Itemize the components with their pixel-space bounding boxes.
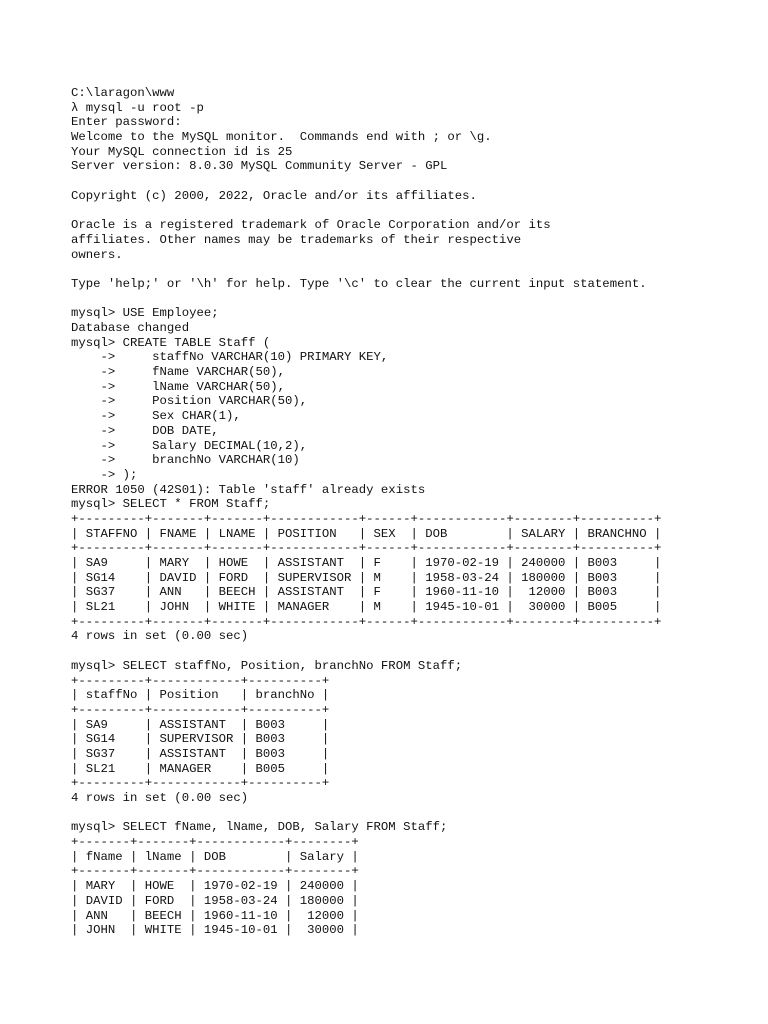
terminal-line: | SG37 | ANN | BEECH | ASSISTANT | F | 1960-11-10 | 12000 | B003 | (71, 585, 662, 600)
terminal-line: -> Position VARCHAR(50), (71, 394, 308, 409)
terminal-line: Oracle is a registered trademark of Oracle Corporation and/or its (71, 218, 551, 233)
terminal-line: -> fName VARCHAR(50), (71, 365, 286, 380)
terminal-line: mysql> SELECT staffNo, Position, branchNo FROM Staff; (71, 658, 463, 673)
terminal-line: | SL21 | MANAGER | B005 | (71, 761, 330, 776)
terminal-line: | SG37 | ASSISTANT | B003 | (71, 746, 330, 761)
terminal-line: C:\laragon\www (71, 86, 175, 100)
terminal-line (71, 204, 761, 219)
terminal-line: Copyright (c) 2000, 2022, Oracle and/or its affiliates. (71, 188, 477, 203)
terminal-line: | staffNo | Position | branchNo | (71, 688, 330, 703)
terminal-line: +-------+-------+------------+--------+ (71, 864, 359, 879)
terminal-line: -> staffNo VARCHAR(10) PRIMARY KEY, (71, 350, 389, 365)
terminal-line: | MARY | HOWE | 1970-02-19 | 240000 | (71, 879, 359, 894)
terminal-line: mysql> SELECT * FROM Staff; (71, 497, 271, 512)
terminal-line: | DAVID | FORD | 1958-03-24 | 180000 | (71, 893, 359, 908)
terminal-line: +---------+-------+-------+------------+------+------------+--------+----------+ (71, 511, 662, 526)
terminal-line: | ANN | BEECH | 1960-11-10 | 12000 | (71, 908, 359, 923)
terminal-line: -> DOB DATE, (71, 423, 219, 438)
terminal-line: mysql> USE Employee; (71, 306, 219, 321)
terminal-line: +-------+-------+------------+--------+ (71, 835, 359, 850)
terminal-line (71, 262, 761, 277)
terminal-line: | fName | lName | DOB | Salary | (71, 849, 359, 864)
terminal-line: | JOHN | WHITE | 1945-10-01 | 30000 | (71, 923, 359, 938)
terminal-line: | SA9 | ASSISTANT | B003 | (71, 717, 330, 732)
terminal-line: -> Sex CHAR(1), (71, 409, 241, 424)
terminal-line: Database changed (71, 321, 190, 335)
terminal-line: | STAFFNO | FNAME | LNAME | POSITION | SEX | DOB | SALARY | BRANCHNO | (71, 526, 662, 541)
terminal-line: -> lName VARCHAR(50), (71, 379, 286, 394)
terminal-line: +---------+------------+----------+ (71, 673, 330, 688)
terminal-line: +---------+------------+----------+ (71, 702, 330, 717)
terminal-line: mysql> CREATE TABLE Staff ( (71, 335, 271, 350)
terminal-line: ERROR 1050 (42S01): Table 'staff' already exists (71, 482, 426, 497)
terminal-line: | SG14 | DAVID | FORD | SUPERVISOR | M | 1958-03-24 | 180000 | B003 | (71, 570, 662, 585)
terminal-line: | SL21 | JOHN | WHITE | MANAGER | M | 1945-10-01 | 30000 | B005 | (71, 600, 662, 615)
terminal-line: -> ); (71, 467, 138, 482)
terminal-line: +---------+-------+-------+------------+------+------------+--------+----------+ (71, 614, 662, 629)
terminal-line: -> branchNo VARCHAR(10) (71, 453, 300, 468)
terminal-line: 4 rows in set (0.00 sec) (71, 629, 249, 644)
terminal-line: Welcome to the MySQL monitor. Commands end with ; or \g. (71, 130, 492, 145)
terminal-line (71, 174, 761, 189)
terminal-line: | SA9 | MARY | HOWE | ASSISTANT | F | 1970-02-19 | 240000 | B003 | (71, 556, 662, 570)
terminal-line: Type 'help;' or '\h' for help. Type '\c' to clear the current input statement. (71, 276, 647, 291)
terminal-line: +---------+------------+----------+ (71, 776, 330, 791)
terminal-line: Server version: 8.0.30 MySQL Community Server - GPL (71, 159, 448, 174)
terminal-line: Enter password: (71, 115, 182, 130)
terminal-line (71, 292, 761, 307)
terminal-line: 4 rows in set (0.00 sec) (71, 791, 249, 805)
terminal-line: owners. (71, 247, 123, 262)
terminal-line: +---------+-------+-------+------------+------+------------+--------+----------+ (71, 541, 662, 556)
terminal-line: λ mysql -u root -p (71, 100, 204, 115)
terminal-line: | SG14 | SUPERVISOR | B003 | (71, 732, 330, 747)
terminal-line (71, 806, 761, 821)
terminal-line: mysql> SELECT fName, lName, DOB, Salary FROM Staff; (71, 820, 448, 835)
terminal-line (71, 644, 761, 659)
terminal-line: -> Salary DECIMAL(10,2), (71, 438, 308, 453)
terminal-transcript (71, 86, 761, 938)
terminal-line: affiliates. Other names may be trademarks of their respective (71, 232, 522, 247)
terminal-line: Your MySQL connection id is 25 (71, 144, 293, 159)
